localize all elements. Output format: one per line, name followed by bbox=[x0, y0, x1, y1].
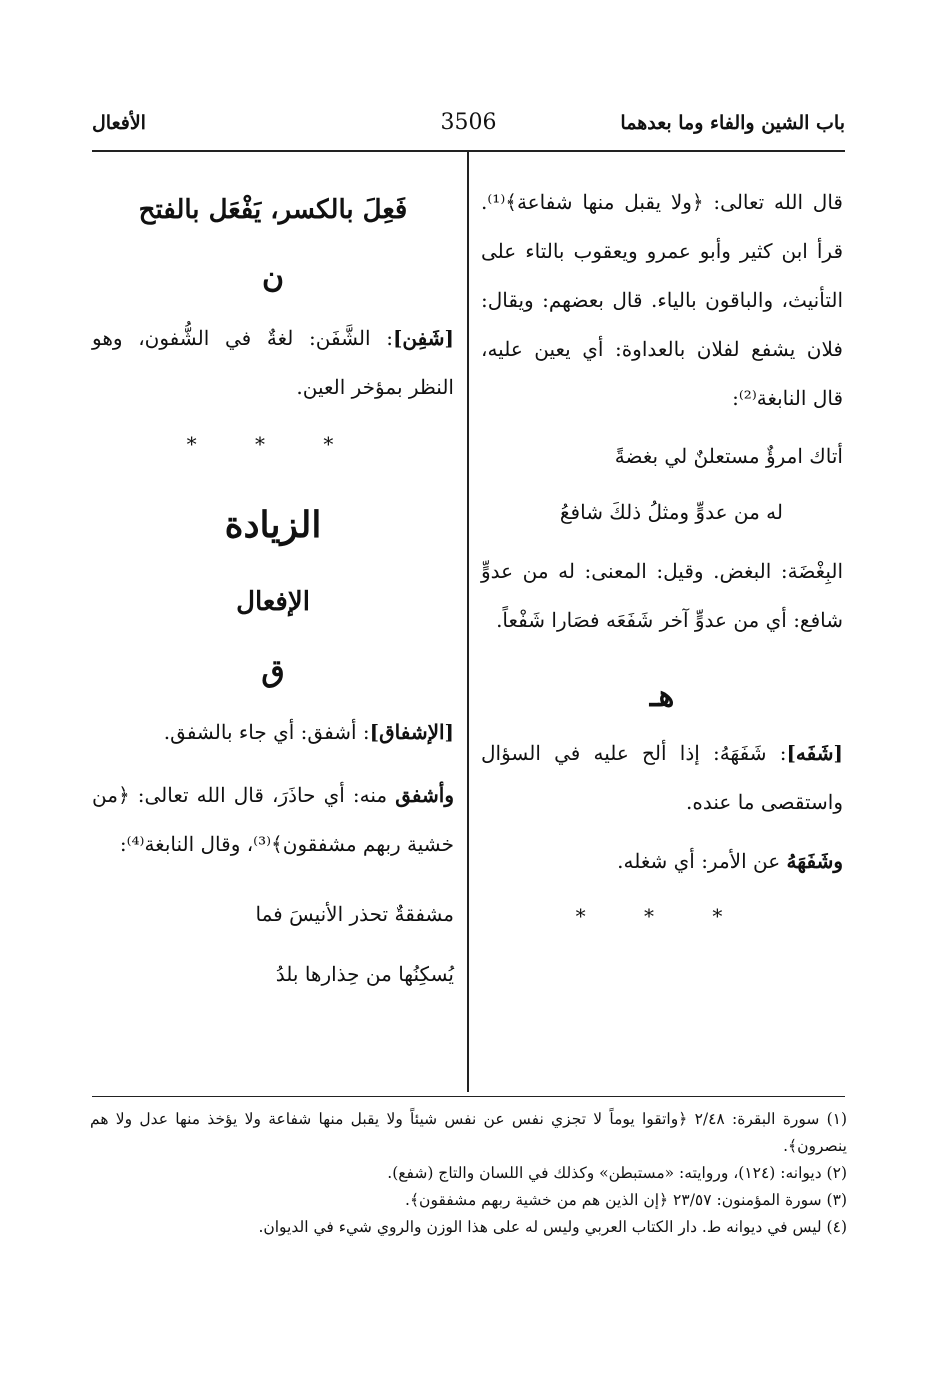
footnote: (٤) ليس في ديوانه ط. دار الكتاب العربي وليس له على هذا الوزن والروي شيء في الديوان. bbox=[258, 1218, 847, 1236]
entry-paragraph bbox=[92, 708, 454, 757]
entry-definition: : أشفق: أي جاء بالشفق. bbox=[163, 720, 370, 744]
verse-line: يُسكِنُها من حِذارها بلدُ bbox=[275, 962, 454, 986]
entry-paragraph: قال الله تعالى: ﴿ولا يقبل منها شفاعة﴾⁽¹⁾. قرأ ابن كثير وأبو عمرو ويعقوب بالتاء على التأنيث، والباقون بالياء. قال بعضهم: ويقال: فلان يشفع لفلان بالعداوة: أي يعين عليه، قال النابغة⁽²⁾: bbox=[481, 190, 843, 410]
entry-term: [شَفَه] bbox=[786, 741, 843, 765]
entry-definition: : شَفَهَهُ: إذا ألح عليه في السؤال واستقصى ما عنده. bbox=[481, 741, 843, 814]
footnote-rule bbox=[92, 1096, 845, 1097]
entry-term: [شَفِن] bbox=[392, 326, 454, 350]
section-separator: * * * bbox=[186, 432, 360, 456]
verse-line: مشفقةٌ تحذر الأنيسَ فما bbox=[255, 902, 454, 926]
verse-line: أتاك امرؤٌ مستعلنٌ لي بغضةً bbox=[614, 444, 843, 468]
header-rule bbox=[92, 150, 845, 152]
entry-definition: منه: أي حاذَرَ، قال الله تعالى: ﴿من خشية ربهم مشفقون﴾⁽³⁾، وقال النابغة⁽⁴⁾: bbox=[92, 783, 454, 856]
right-column bbox=[481, 178, 843, 936]
subsection-title: الإفعال bbox=[236, 587, 310, 617]
left-column bbox=[92, 178, 454, 989]
verse-line: له من عدوٍّ ومثلُ ذلكَ شافعُ bbox=[559, 500, 783, 524]
footnote: (١) سورة البقرة: ٢/٤٨ ﴿واتقوا يوماً لا تجزي نفس عن نفس شيئاً ولا يقبل منها شفاعة ولا يؤخذ منها عدل ولا هم ينصرون﴾. bbox=[90, 1110, 848, 1155]
entry-term: وأشفق bbox=[395, 783, 454, 807]
letter-heading: هـ bbox=[649, 679, 675, 714]
entry-definition: عن الأمر: أي شغله. bbox=[617, 849, 787, 873]
footnote: (٢) ديوانه: (١٢٤)، وروايته: «مستبطن» وكذلك في اللسان والتاج (شفع). bbox=[387, 1164, 847, 1182]
letter-heading: ق bbox=[261, 654, 285, 689]
entry-paragraph: البِغْضَة: البغض. وقيل: المعنى: له من عدوٍّ شافع: أي من عدوٍّ آخر شَفَعَه فصَارا شَفْعاً. bbox=[481, 559, 843, 632]
section-title: الزيادة bbox=[224, 504, 322, 546]
verb-pattern-heading: فَعِلَ بالكسر، يَفْعَل بالفتح bbox=[138, 195, 408, 225]
letter-heading: ن bbox=[261, 260, 285, 295]
section-running-title: الأفعال bbox=[92, 112, 146, 134]
running-head bbox=[92, 112, 845, 146]
entry-paragraph bbox=[92, 314, 454, 412]
entry-term: وشَفَهَهُ bbox=[786, 849, 843, 873]
entry-definition: : الشَّفَن: لغةٌ في الشُّفون، وهو النظر بمؤخر العين. bbox=[92, 326, 454, 399]
entry-paragraph bbox=[481, 837, 843, 886]
chapter-title: باب الشين والفاء وما بعدهما bbox=[620, 112, 845, 134]
footnotes bbox=[90, 1106, 847, 1241]
entry-paragraph bbox=[92, 771, 454, 869]
entry-paragraph bbox=[481, 729, 843, 827]
page-number: 3506 bbox=[440, 110, 497, 135]
footnote: (٣) سورة المؤمنون: ٢٣/٥٧ ﴿إن الذين هم من خشية ربهم مشفقون﴾. bbox=[405, 1191, 847, 1209]
section-separator: * * * bbox=[575, 904, 749, 928]
column-divider bbox=[467, 152, 469, 1092]
entry-term: [الإشفاق] bbox=[369, 720, 454, 744]
